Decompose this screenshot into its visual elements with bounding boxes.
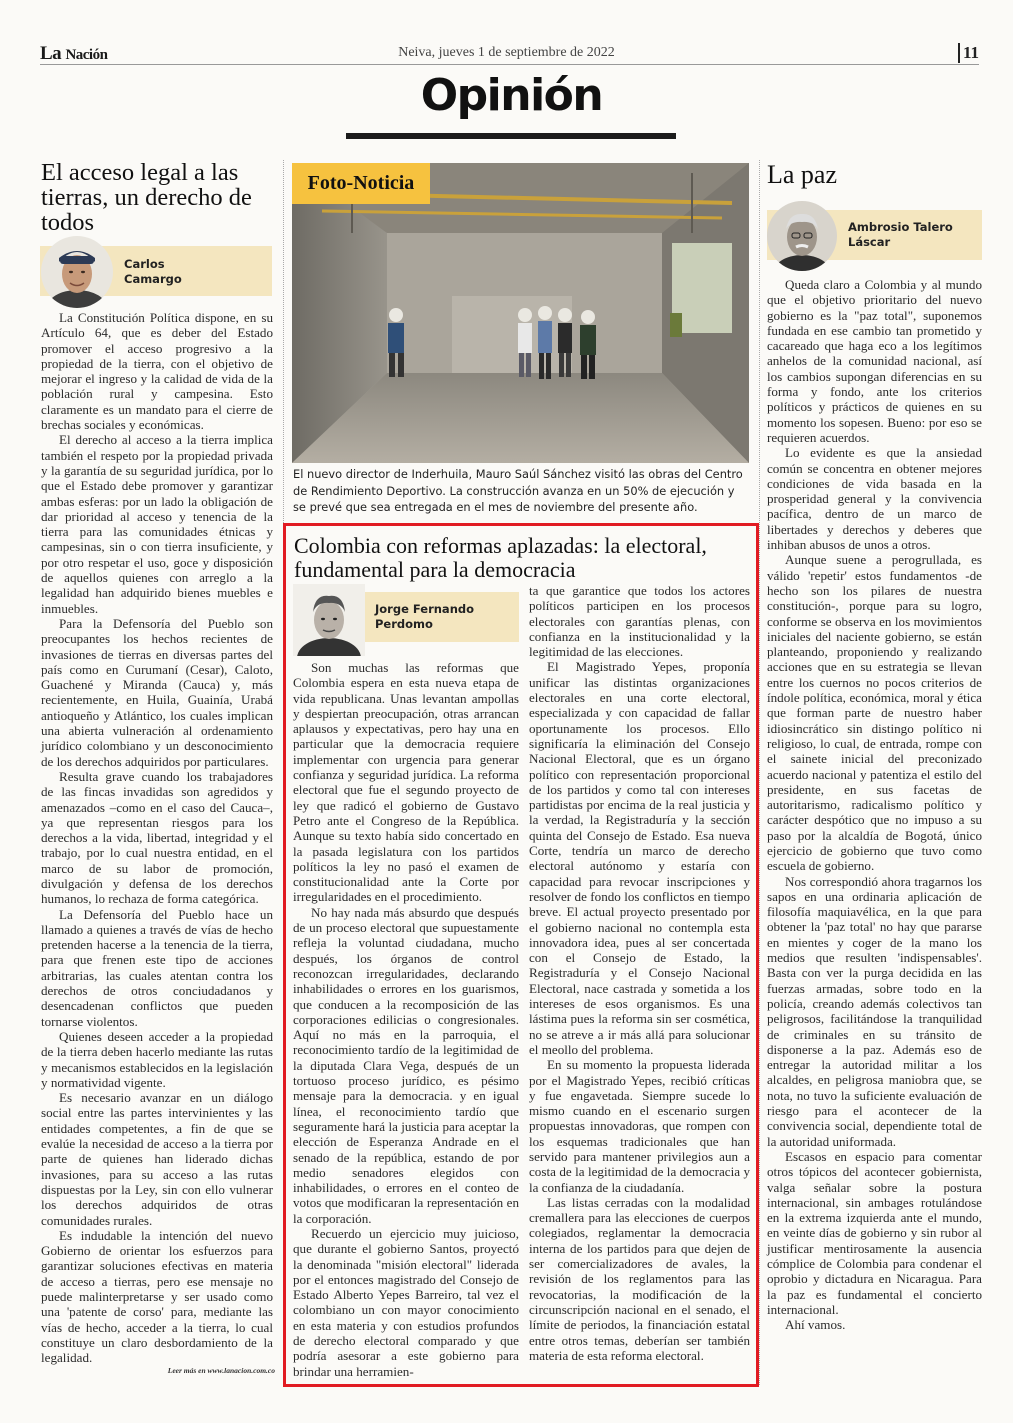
center-author-first: Jorge Fernando bbox=[375, 602, 475, 616]
paragraph: Quienes deseen acceder a la propiedad de la tierra deben hacerlo mediante las rutas y mecanismos establecidos en la legislación y normatividad vigente. bbox=[41, 1028, 273, 1090]
center-article-col1 bbox=[293, 660, 519, 1379]
paragraph: En su momento la propuesta liderada por el Magistrado Yepes, recibió críticas y fue engavetada. Siempre sucede lo mismo cuando en el escenario surgen propuestas innovadoras, que rompen con los esquemas tradicionales que han servido para mantener privilegios aun a costa de la legitimidad de la democracia y la confianza de la ciudadanía. bbox=[529, 1057, 750, 1195]
paragraph: Lo evidente es que la ansiedad común se concentra en obtener mejores condiciones de vida basada en la prosperidad general y la convivencia pacífica, dentro de un marco de libertades y derechos y deberes que inhiban abusos de unos a otros. bbox=[767, 445, 982, 553]
paragraph: Ahí vamos. bbox=[785, 1317, 846, 1333]
paragraph: La Defensoría del Pueblo hace un llamado a quienes a través de vías de hecho pretenden hacerse a la tenencia de la tierra, para que frenen este tipo de acciones arbitrarias, las cuales atentan contra los derechos de otros conciudadanos y desencadenan conflictos que pueden tornarse violentos. bbox=[41, 906, 273, 1029]
photo-news-image bbox=[292, 163, 749, 463]
dateline: Neiva, jueves 1 de septiembre de 2022 bbox=[398, 45, 615, 60]
right-article-title: La paz bbox=[767, 160, 838, 189]
paragraph: El Magistrado Yepes, proponía unificar las distintas organizaciones electorales en una corte electoral, especializada y con capacidad de fallar oportunamente los procesos. Ello significaría la eliminación del Consejo Nacional Electoral, que es un órgano político con representación proporcional de los partidos y como tal con intereses partidistas por encima de la real justicia y la verdad, la Registraduría y la sección quinta del Consejo de Estado. Esa nueva Corte, tendría un marco de derecho electoral autónomo y estaría con capacidad para revocar inscripciones y resolver de fondo los conflictos en tiempo breve. El actual proyecto presentado por el gobierno nacional no contempla esta innovadora idea, pues al ser concertada con el Consejo de Estado, la Registraduría y el Consejo Nacional Electoral, nace castrada y sometida a los intereses de esos organismos. Es una lástima pues la reforma sin ser cosmética, no se atreve a ir más allá para solucionar el meollo del problema. bbox=[529, 659, 750, 1057]
left-author-name bbox=[124, 257, 182, 287]
paragraph: Es indudable la intención del nuevo Gobierno de orientar los esfuerzos para garantizar soluciones efectivas en materia de acceso a tierras, pero ese mensaje no puede malinterpretarse y ser usado como una 'patente de corso' para, mediante las vías de hecho, acceder a la tierra, lo cual constituye un claro desbordamiento de la legalidad. bbox=[41, 1227, 273, 1366]
paragraph: El derecho al acceso a la tierra implica también el respeto por la propiedad privada y la garantía de su seguridad jurídica, por lo que el Estado debe promover y garantizar ambas esferas: por un lado la obligación de dar prioridad al acceso y tenencia de la tierra para las comunidades étnicas y campesinas, sin o con tierra insuficiente, y por otro respetar el uso, goce y disposición de aquellos quienes con arreglo a la legalidad han adquirido bienes muebles e inmuebles. bbox=[41, 432, 273, 616]
right-author-name bbox=[848, 220, 953, 250]
paragraph: Resulta grave cuando los trabajadores de las fincas invadidas son agredidos y amenazados –como en el caso del Cauca–, ya que representan riesgos para los derechos a la vida, libertad, integridad y el trabajo, por lo cual nuestra entidad, en el marco de su labor de promoción, divulgación y defensa de los derechos humanos, lo rechaza de forma categórica. bbox=[41, 768, 273, 907]
paragraph: Escasos en espacio para comentar otros tópicos del acontecer gobiernista, valga señalar sobre la postura internacional, sin ambages rotulándose en la extrema izquierda ante el mundo, en veinte días de gobierno y sin rubor al justificar mentirosamente la ausencia cómplice de Colombia para condenar el oprobio y dictadura en Nicaragua. Para la paz es fundamental el concierto internacional. bbox=[767, 1148, 982, 1317]
masthead-nacion: Nación bbox=[65, 47, 108, 63]
left-author-avatar bbox=[41, 236, 113, 308]
right-article-body bbox=[767, 277, 982, 1332]
left-author-last: Camargo bbox=[124, 272, 182, 286]
center-author-last: Perdomo bbox=[375, 617, 433, 631]
paragraph: Las listas cerradas con la modalidad cremallera para las elecciones de cuerpos colegiados, reglamentar la democracia interna de los partidos para que dejen de ser comercializadores de avales, la revisión de los reglamentos para las revocatorias, la modificación de la circunscripción nacional en el senado, el límite de periodos, la financiación estatal entre otros temas, deberían ser también materia de esta reforma electoral. bbox=[529, 1194, 750, 1363]
paragraph: Son muchas las reformas que Colombia espera en esta nueva etapa de vida republicana. Unas levantan ampollas y despiertan preocupación, otras arrancan aplausos y expectativas, pero hay una en particular que la democracia requiere implementar con urgencia para generar confianza y seguridad jurídica. La reforma electoral que fue el segundo proyecto de ley que radicó el gobierno de Gustavo Petro ante el Congreso de la República. Aunque su texto había sido concertado en la pasada legislatura con los partidos políticos la ley no pasó el examen de constitucionalidad ante la Corte por irregularidades en el procedimiento. bbox=[293, 660, 519, 905]
paragraph: Para la Defensoría del Pueblo son preocupantes los hechos recientes de invasiones de tierras en diversas partes del país como en Curumaní (Cesar), Caloto, Guachené y Miranda (Cauca) y, más recientemente, en Huila, Guainía, Urabá antioqueño y Atlántico, los cuales implican una abierta vulneración al ordenamiento jurídico colombiano y un desconocimiento de los derechos adquiridos por particulares. bbox=[41, 615, 273, 769]
read-more-note: Leer más en www.lanacion.com.co bbox=[167, 1366, 275, 1375]
masthead-la: La bbox=[40, 43, 62, 64]
section-underline bbox=[346, 133, 676, 139]
left-author-first: Carlos bbox=[124, 257, 165, 271]
right-author-first: Ambrosio Talero bbox=[848, 220, 953, 234]
paragraph: ta que garantice que todos los actores políticos participen en los procesos electorales con garantías plenas, con confianza en la institucionalidad y la legitimidad de las elecciones. bbox=[529, 583, 750, 660]
left-article-title: El acceso legal a las tierras, un derecho de todos bbox=[41, 159, 252, 236]
photo-news-tag: Foto-Noticia bbox=[292, 163, 430, 204]
paragraph: La Constitución Política dispone, en su Artículo 64, que es deber del Estado promover el acceso progresivo a la propiedad de la tierra, con el objetivo de mejorar el ingreso y la calidad de vida de la población rural y campesina. Esto claramente es un mandato para el cierre de brechas sociales y económicas. bbox=[41, 310, 273, 433]
center-article-col2 bbox=[529, 583, 750, 1363]
paragraph: Queda claro a Colombia y al mundo que el objetivo prioritario del nuevo gobierno es la "paz total", suponemos fundada en ese cambio tan prometido y cacareado que haga eco a los legítimos anhelos de la comunidad nacional, así los cambios supongan diferencias en su forma y fondo, ante los criterios políticos y prácticos de quienes en su momento los sopesen. Bueno: por eso se requieren acuerdos. bbox=[767, 277, 982, 445]
column-divider-right bbox=[759, 160, 760, 1385]
right-author-avatar bbox=[767, 201, 837, 271]
paragraph: Aunque suene a perogrullada, es válido 'repetir' estos fundamentos -de hecho son los pilares de nuestra constitución-, porque para su logro, conforme se observa en los movimientos iniciales del naciente gobierno, se están planteando, proponiendo y realizando acciones que en su estrategia se llevan entre los cuernos no pocos criterios de índole política, económica, moral y ética que forman parte de nuestro haber idiosincrático sin distingo político ni religioso, lo cual, de entrada, rompe con el sainete inicial del preconizado acuerdo nacional y patentiza el estilo del presidente, en sus facetas de autoritarismo, radicalismo político y carácter despótico que no impuso a su paso por la alcaldía de Bogotá, único ejercicio de gobierno que tuvo como escuela de gobierno. bbox=[767, 552, 982, 874]
left-article-body bbox=[41, 310, 273, 1365]
right-author-last: Láscar bbox=[848, 235, 891, 249]
paragraph: No hay nada más absurdo que después de un proceso electoral que supuestamente refleja la voluntad ciudadana, mucho después, los órganos de control reconozcan irregularidades, declarando inhabilidades o errores en los guarismos, que conducen a la recomposición de las corporaciones edilicias o congresionales. Aquí no más en la parroquia, el reconocimiento tardío de la legitimidad de la diputada Clara Vega, después de un tortuoso proceso jurídico, es pésimo mensaje para la democracia. y en igual línea, el reconocimiento tardío que seguramente hará la justicia para aceptar la elección de Esperanza Andrade en el senado de la república, estando de por medio senadores elegidos con inhabilidades, o errores en el conteo de votos que modificaran la representación en la corporación. bbox=[293, 904, 519, 1226]
page-number: 11 bbox=[958, 43, 979, 63]
center-author-avatar bbox=[293, 584, 365, 656]
paragraph: Es necesario avanzar en un diálogo social entre las partes intervinientes y las entidades competentes, a fin de que se evalúe la necesidad de acceso a la tierra por parte de quienes han liderado dichas invasiones, para su acceso a las rutas dispuestas por la Ley, sin con ello vulnerar los derechos adquiridos de otras comunidades rurales. bbox=[41, 1090, 273, 1228]
center-article-title: Colombia con reformas aplazadas: la electoral, fundamental para la democracia bbox=[294, 533, 707, 582]
center-author-name bbox=[375, 602, 474, 632]
paragraph: Recuerdo un ejercicio muy juicioso, que durante el gobierno Santos, proyectó la denominada "misión electoral" liderada por el entonces magistrado del Consejo de Estado Alberto Yepes Barreiro, tal vez el colombiano un con mayor conocimiento en esta materia y con estudios profundos de derecho electoral comparado y que podría asesorar a este gobierno para brindar una herramien- bbox=[293, 1225, 519, 1379]
header-rule bbox=[40, 64, 979, 65]
photo-news-caption: El nuevo director de Inderhuila, Mauro Saúl Sánchez visitó las obras del Centro de Rendimiento Deportivo. La construcción avanza en un 50% de ejecución y se prevé que sea entregada en el mes de noviembre del presente año. bbox=[293, 467, 743, 514]
section-title: Opinión bbox=[420, 70, 603, 121]
paragraph: Nos correspondió ahora tragarnos los sapos en una ordinaria aplicación de filosofía maquiavélica, en la que para obtener la 'paz total' no hay que pararse en mientes y coger de la mano los medios que resulten 'indispensables'. Basta con ver la purga decidida en las fuerzas armadas, sobre todo en la policía, creando además colectivos tan peligrosos, facilitándose la tranquilidad de criminales en su tránsito de disponerse a la paz. Además eso de entregar la autoridad militar a los alcaldes, en peligrosa maniobra que, se nota, no tuvo la suficiente evaluación de riesgo para el acontecer de la convivencia social, dependiente total de la autoridad uniformada. bbox=[767, 873, 982, 1149]
